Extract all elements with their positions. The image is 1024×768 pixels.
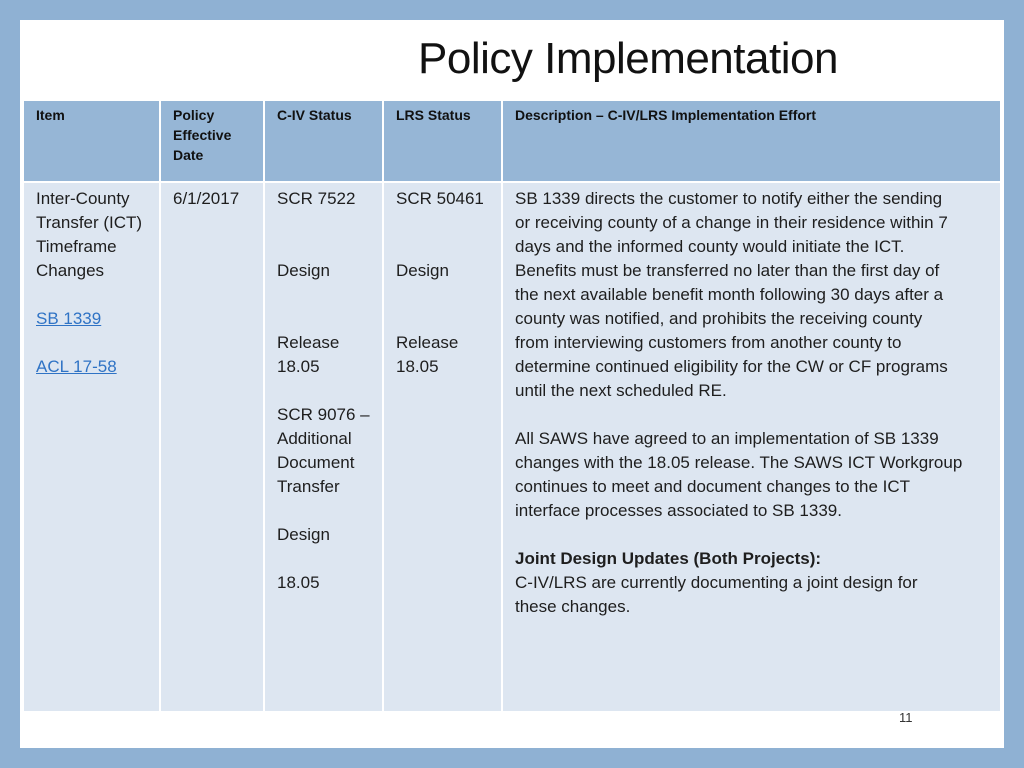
header-policy-date: Policy Effective Date [161, 101, 263, 181]
table-header-row [24, 101, 1000, 181]
sb-1339-link[interactable]: SB 1339 [36, 309, 102, 328]
cell-description: SB 1339 directs the customer to notify either the sending or receiving county of a change in their residence within 7 days and the informed county would initiate the ICT. Benefits must be transferred no later than the first day of the next available benefit month following 30 days after a county was notified, and prohibits the receiving county from interviewing customers from another county to determine continued eligibility for the CW or CF programs until the next scheduled RE. All SAWS have agreed to an implementation of SB 1339 changes with the 18.05 release. The SAWS ICT Workgroup continues to meet and document changes to the ICT interface processes associated to SB 1339. Joint Design Updates (Both Projects): C-IV/LRS are currently documenting a joint design for these changes. [503, 183, 1000, 711]
header-lrs-status: LRS Status [384, 101, 501, 181]
slide [20, 20, 1004, 748]
implementation-table [24, 101, 1000, 711]
cell-item: Inter-County Transfer (ICT) Timeframe Changes SB 1339 ACL 17-58 [24, 183, 159, 711]
cell-civ-status: SCR 7522 Design Release 18.05 SCR 9076 – Additional Document Transfer Design 18.05 [265, 183, 382, 711]
table-row [24, 183, 1000, 711]
header-civ-status: C-IV Status [265, 101, 382, 181]
page-title: Policy Implementation [418, 34, 838, 83]
header-item: Item [24, 101, 159, 181]
cell-date: 6/1/2017 [161, 183, 263, 711]
page-number: 11 [899, 710, 913, 725]
acl-17-58-link[interactable]: ACL 17-58 [36, 357, 117, 376]
cell-lrs-status: SCR 50461 Design Release 18.05 [384, 183, 501, 711]
header-description: Description – C-IV/LRS Implementation Effort [503, 101, 1000, 181]
joint-design-heading: Joint Design Updates (Both Projects): [515, 549, 822, 568]
